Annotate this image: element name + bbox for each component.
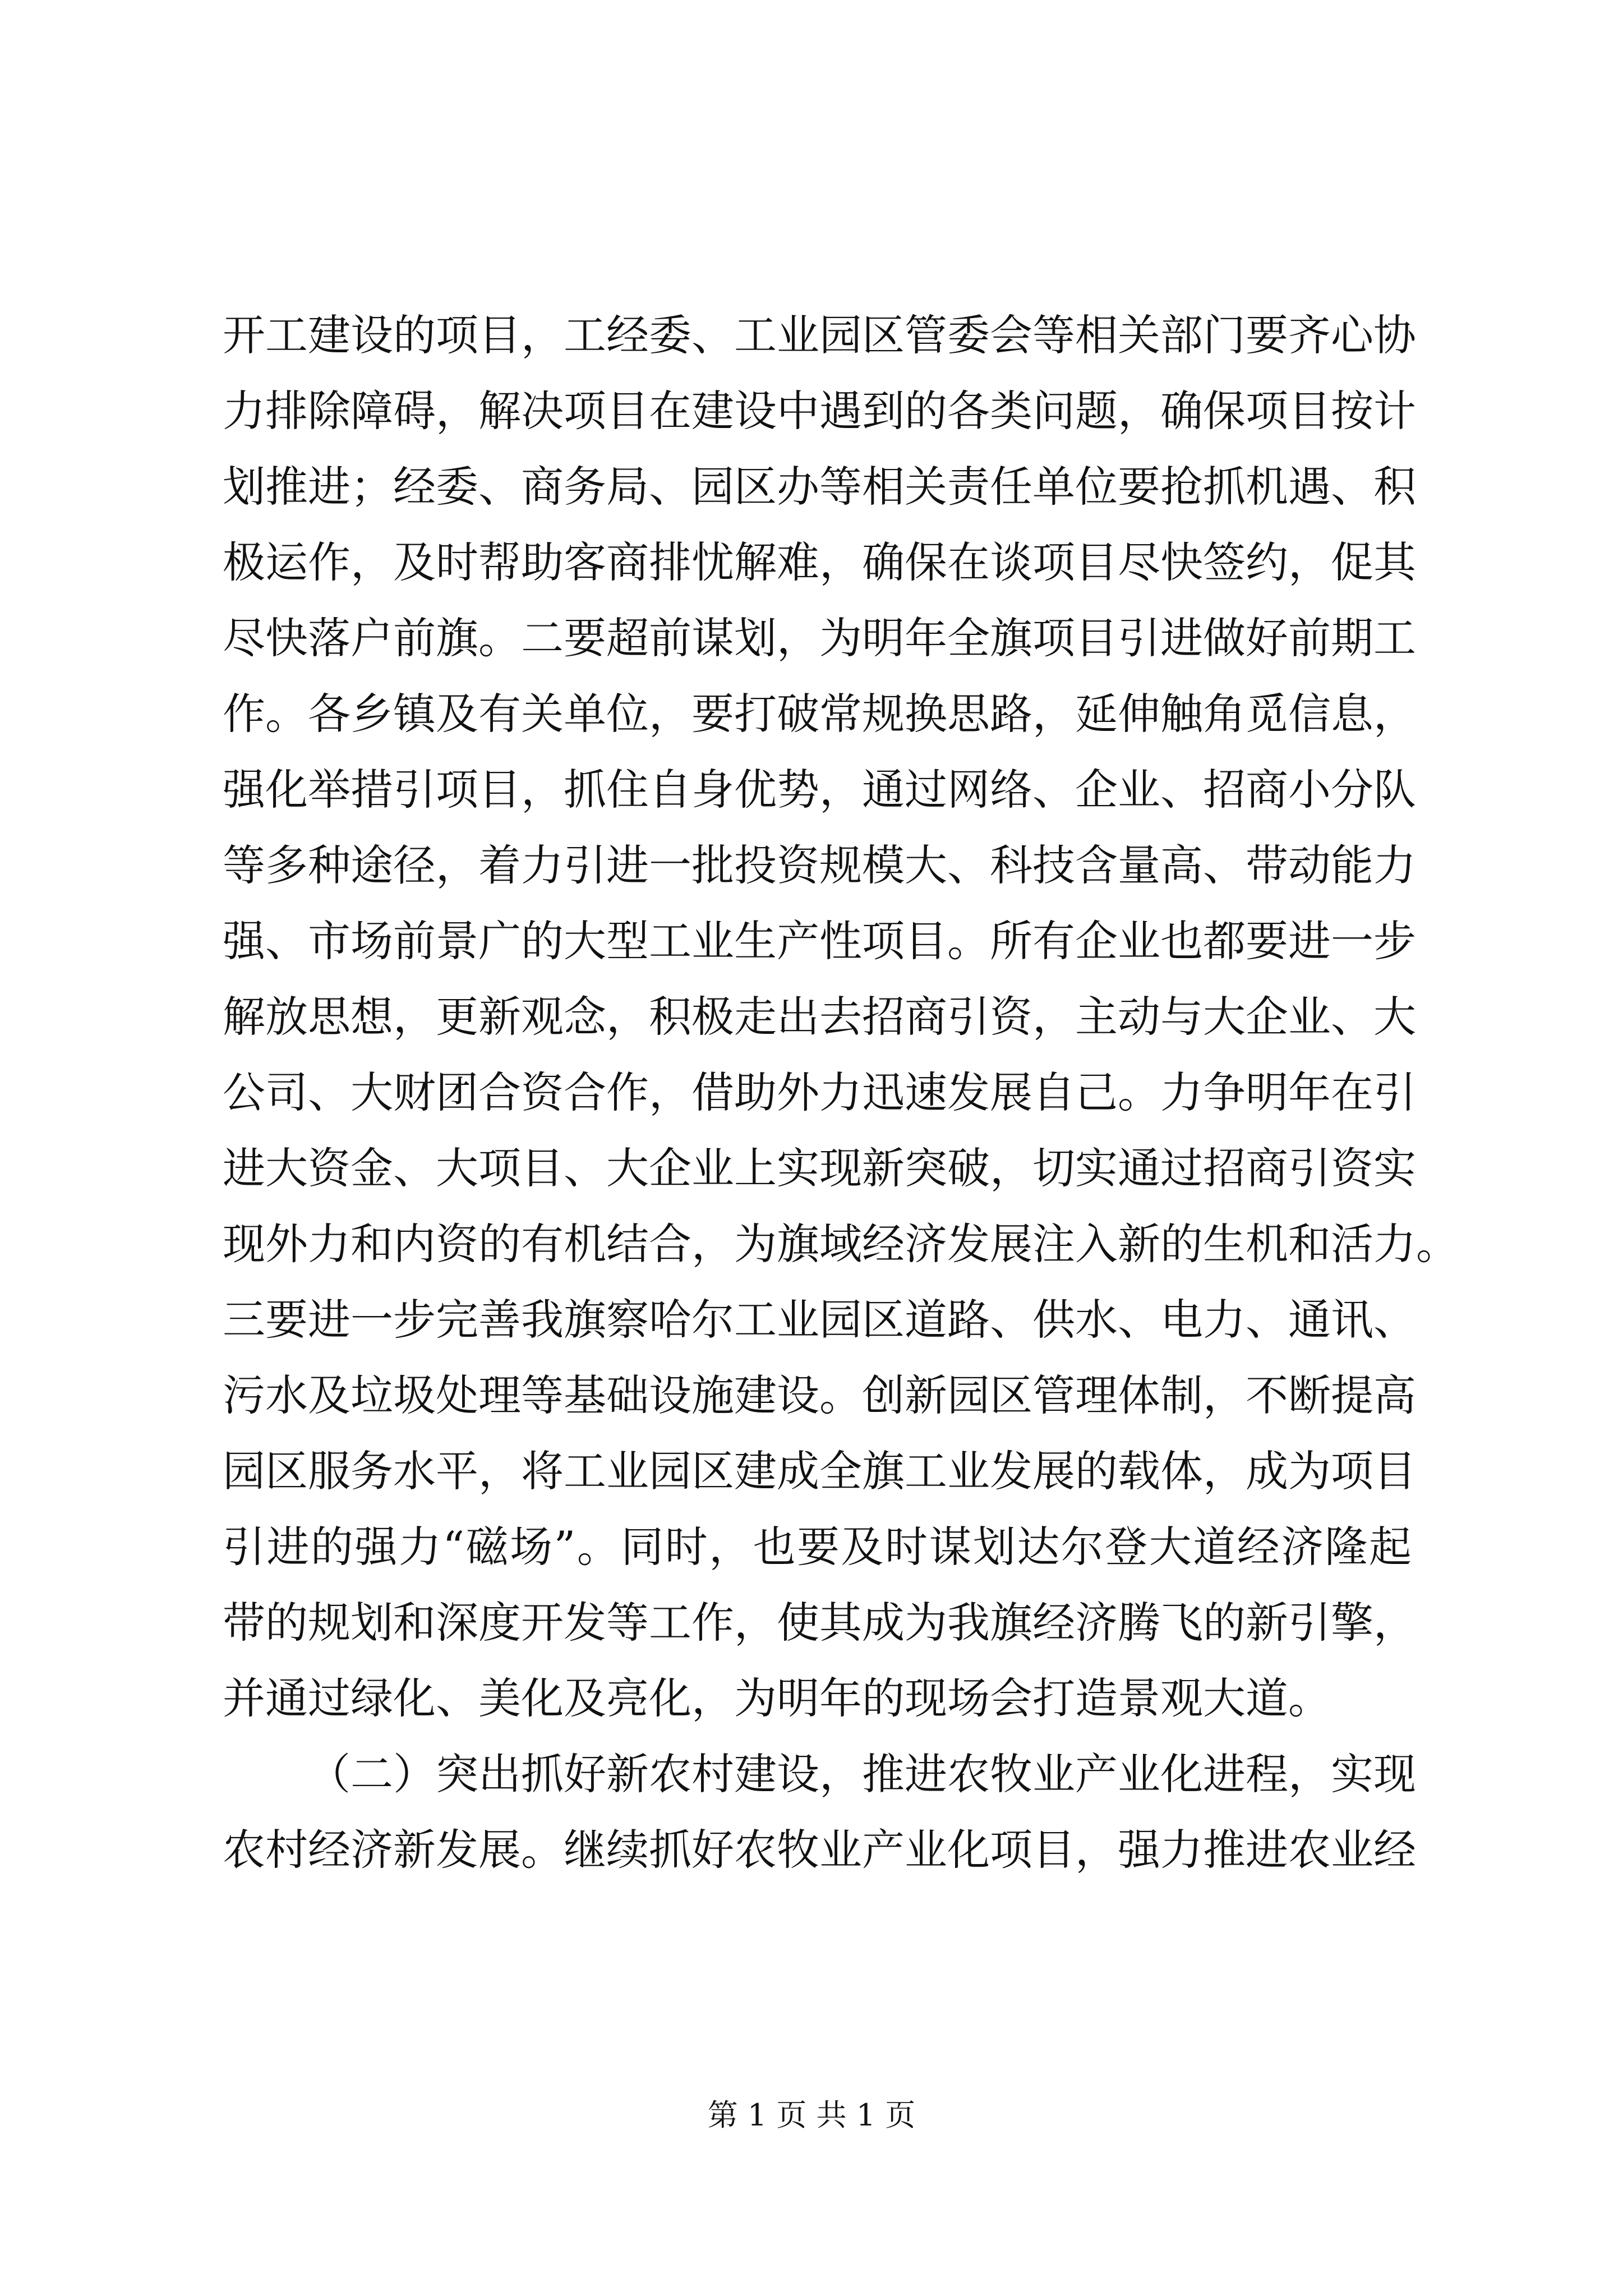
page-footer: 第 1 页 共 1 页 [707, 2097, 916, 2133]
text-line: 解放思想，更新观念，积极走出去招商引资，主动与大企业、大 [223, 992, 1416, 1042]
text-line: 尽快落户前旗。二要超前谋划，为明年全旗项目引进做好前期工 [223, 613, 1416, 663]
text-line: 划推进；经委、商务局、园区办等相关责任单位要抢抓机遇、积 [223, 462, 1416, 512]
text-line: 农村经济新发展。继续抓好农牧业产业化项目，强力推进农业经 [223, 1825, 1416, 1875]
text-line: 等多种途径，着力引进一批投资规模大、科技含量高、带动能力 [223, 840, 1416, 890]
text-line: 现外力和内资的有机结合，为旗域经济发展注入新的生机和活力。 [223, 1219, 1459, 1269]
text-line: 强、市场前景广的大型工业生产性项目。所有企业也都要进一步 [223, 916, 1416, 966]
text-line-paragraph-end: 并通过绿化、美化及亮化，为明年的现场会打造景观大道。 [223, 1673, 1331, 1723]
text-line: 公司、大财团合资合作，借助外力迅速发展自己。力争明年在引 [223, 1068, 1416, 1117]
text-line: 强化举措引项目，抓住自身优势，通过网络、企业、招商小分队 [223, 765, 1416, 815]
text-line: 园区服务水平，将工业园区建成全旗工业发展的载体，成为项目 [223, 1446, 1416, 1496]
body-text [223, 297, 1459, 1888]
text-line: 力排除障碍，解决项目在建设中遇到的各类问题，确保项目按计 [223, 386, 1416, 436]
text-line: 作。各乡镇及有关单位，要打破常规换思路，延伸触角觅信息， [223, 689, 1416, 739]
text-line: 极运作，及时帮助客商排忧解难，确保在谈项目尽快签约，促其 [223, 537, 1416, 587]
text-line: 三要进一步完善我旗察哈尔工业园区道路、供水、电力、通讯、 [223, 1295, 1416, 1345]
text-line: 开工建设的项目，工经委、工业园区管委会等相关部门要齐心协 [223, 310, 1416, 360]
text-line-paragraph-start: （二）突出抓好新农村建设，推进农牧业产业化进程，实现 [308, 1749, 1416, 1799]
text-line: 引进的强力“磁场”。同时，也要及时谋划达尔登大道经济隆起 [223, 1522, 1412, 1572]
text-line: 进大资金、大项目、大企业上实现新突破，切实通过招商引资实 [223, 1143, 1416, 1193]
text-line: 带的规划和深度开发等工作，使其成为我旗经济腾飞的新引擎， [223, 1598, 1416, 1648]
text-line: 污水及垃圾处理等基础设施建设。创新园区管理体制，不断提高 [223, 1370, 1416, 1420]
